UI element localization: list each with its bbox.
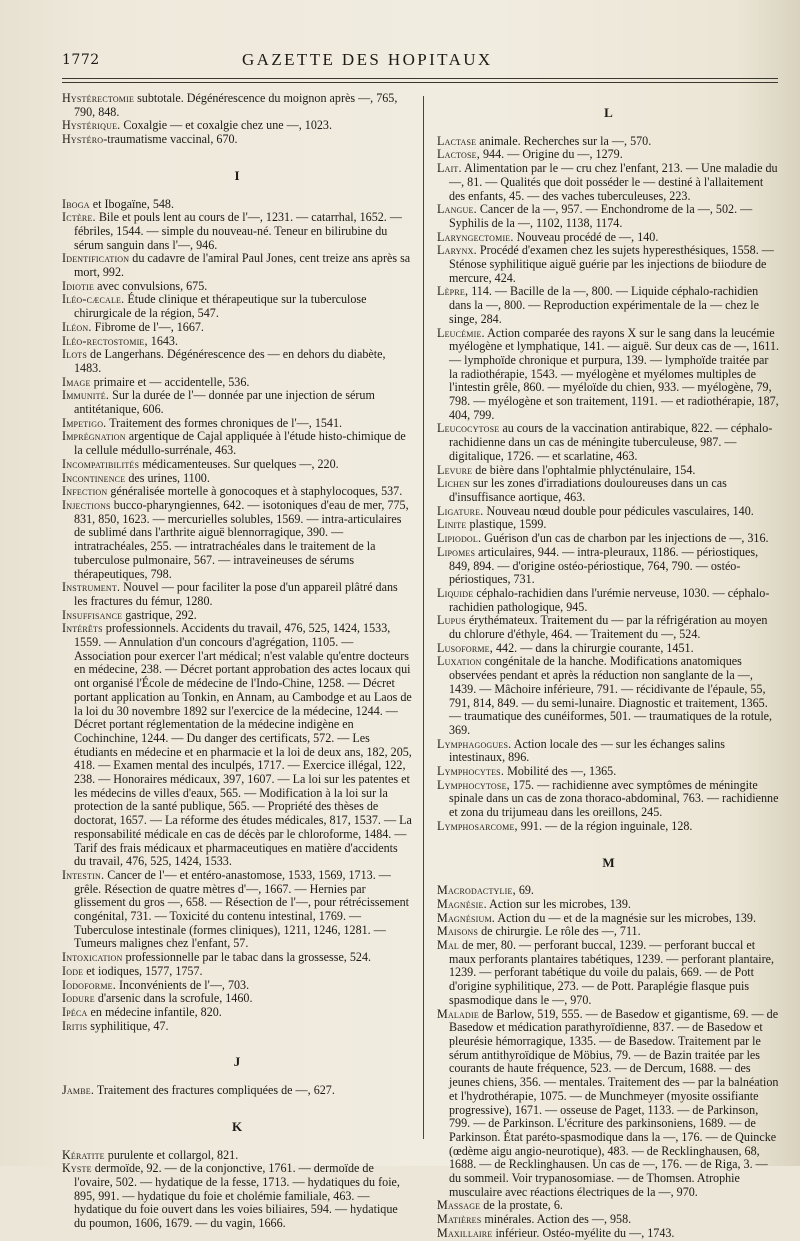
entry-text: Alimentation par le — cru chez l'enfant, 213. — Une maladie du —, 81. — Qualités que doit posséder le — destiné à l'allaitement des enfants, 45. — des vaches tuberculeuses, 223. (449, 161, 778, 203)
entry-headword: Levure (437, 462, 473, 477)
index-entry (437, 1008, 780, 1200)
index-entry (62, 965, 412, 979)
entry-headword: Hystéro (62, 132, 104, 147)
index-entry (62, 335, 412, 349)
index-entry (437, 655, 780, 737)
entry-text: plastique, 1599. (466, 517, 547, 532)
index-entry (437, 1199, 780, 1213)
index-entry (62, 417, 412, 431)
index-entry (437, 135, 780, 149)
entry-text: dermoïde, 92. — de la conjonctive, 1761. — dermoïde de l'ovaire, 502. — hydatique de la fesse, 1713. — hydatiques du foie, 895, 991. — hydatique du foie et cholémie familiale, 463. — hydatique du foie ouvert dans les voies biliaires, 594. — hydatique du poumon, 1606, 1679. — du vagin, 1666. (74, 1161, 400, 1231)
entry-text: animale. Recherches sur la —, 570. (476, 133, 652, 148)
entry-headword: Lactase (437, 133, 477, 148)
entry-headword: Iléo-cæcale. (62, 292, 125, 307)
entry-text: Nouvel — pour faciliter la pose d'un appareil plâtré dans les fractures du fémur, 1280. (74, 580, 398, 608)
entry-headword: Hystérectomie (62, 91, 135, 105)
entry-text: 442. — dans la chirurgie courante, 1451. (492, 640, 694, 655)
entry-headword: Kyste (62, 1161, 92, 1176)
entry-text: purulente et collargol, 821. (104, 1147, 239, 1162)
entry-text: minérales. Action des —, 958. (481, 1212, 632, 1227)
index-entry (62, 1084, 412, 1098)
entry-text: argentique de Cajal appliquée à l'étude histo-chimique de la cellule médullo-surrénale, 463. (74, 429, 406, 458)
entry-text: Étude clinique et thérapeutique sur la tuberculose chirurgicale de la région, 547. (74, 292, 367, 321)
entry-text: de chirurgie. Le rôle des —, 711. (478, 924, 641, 939)
index-entry (62, 133, 412, 147)
entry-text: professionnels. Accidents du travail, 476, 525, 1424, 1533, 1559. — Annulation d'un concours d'agrégation, 1105. — Association pour exercer l'art médical; n'est valable qu'entre docteurs en médecine, 238. — Décret portant approbation des actes locaux qui ont organisé l'École de médecine de l'Indo-Chine, 1258. — Décret portant application au Tonkin, en Annam, au Cambodge et au Laos de la loi du 30 novembre 1892 sur l'exercice de la médecine, 1244. — Décret portant réglementation de la médecine indigène en Cochinchine, 1244. — Du danger des certificats, 572. — Les étudiants en médecine et en pharmacie et la loi de deux ans, 182, 205, 418. — Examen mental des inculpés, 1717. — Exercice illégal, 122, 238. — Honoraires médicaux, 397, 1607. — La loi sur les patentes et les médecins de villes d'eaux, 565. — Modification à la loi sur la protection de la santé publique, 565. — Propriété des thèses de doctorat, 1657. — La réforme des études médicales, 817, 1537. — La responsabilité médicale en cas de décès par le chloroforme, 1484. — Tarif des frais médicaux et pharmaceutiques en matière d'accidents du travail, 476, 525, 1424, 1533. (74, 621, 412, 869)
index-entry (437, 884, 780, 898)
index-entry (437, 422, 780, 463)
entry-headword: Injections (62, 497, 111, 512)
index-entry (62, 211, 412, 252)
index-entry (437, 939, 780, 1008)
column-divider (423, 96, 424, 1139)
entry-text: des urines, 1100. (125, 470, 210, 485)
index-entry (437, 477, 780, 504)
entry-headword: Identification (62, 251, 130, 266)
entry-text: Guérison d'un cas de charbon par les injections de —, 316. (481, 531, 769, 546)
entry-text: et Ibogaïne, 548. (89, 196, 174, 211)
index-entry (437, 587, 780, 614)
entry-headword: Linite (437, 517, 467, 532)
entry-headword: Intérêts (62, 621, 103, 636)
entry-headword: Jambe. (62, 1083, 95, 1098)
index-entry (437, 285, 780, 326)
entry-text: gastrique, 292. (122, 607, 197, 622)
entry-text: et iodiques, 1577, 1757. (83, 963, 203, 978)
index-entry (62, 992, 412, 1006)
index-entry (437, 820, 780, 834)
entry-text: inférieur. Ostéo-myélite du —, 1743. (492, 1225, 675, 1240)
index-entry (437, 244, 780, 285)
entry-text: sur les zones d'irradiations douloureuses dans un cas d'insuffisance aortique, 463. (449, 476, 727, 504)
entry-text: Action sur les microbes, 139. (486, 896, 631, 911)
index-entry (62, 1162, 412, 1231)
entry-headword: Larynx. (437, 243, 477, 258)
entry-headword: Leucémie. (437, 325, 485, 340)
entry-headword: Magnésium. (437, 910, 495, 925)
section-letter: M (602, 854, 615, 870)
entry-headword: Iboga (62, 196, 90, 211)
index-entry (437, 1227, 780, 1241)
entry-headword: Lymphocytes. (437, 764, 505, 779)
entry-text: de Barlow, 519, 555. — de Basedow et gigantisme, 69. — de Basedow et médication parathyroïdienne, 837. — de Basedow et pleurésie hémorragique, 1335. — de Basedow. Traitement par le sérum antithyroïdique de Möbius, 79. — de Bazin traitée par les courants de haute fréquence, 523. — de Dercum, 1688. — des jeunes chiens, 356. — mentales. Traitement des — par la balnéation et l'hydrothérapie, 1075. — de Munchmeyer (myosite ossifiante progressive), 1671. — osseuse de Paget, 1133. — de Parkinson, 799. — de Parkinson. L'écriture des parkinsoniens, 1689. — de Parkinson. État paréto-spasmodique dans la —, 176. — de Quincke (œdème aigu angio-neurotique), 483. — de Recklinghausen, 68, 1688. — de Recklinghausen. Un cas de —, 176. — de Riga, 3. — du sommeil. Voir trypanosomiase. — de Thomsen. Atrophie musculaire avec réactions électriques de la —, 970. (449, 1006, 779, 1199)
index-entry (62, 609, 412, 623)
entry-text: au cours de la vaccination antirabique, 822. — céphalo-rachidienne dans un cas de méningite tuberculeuse, 987. — digitalique, 1726. — et scarlatine, 463. (449, 421, 773, 463)
entry-text: -traumatisme vaccinal, 670. (103, 132, 238, 147)
index-entry (62, 376, 412, 390)
index-entry (62, 430, 412, 457)
entry-headword: Magnésie. (437, 896, 487, 911)
running-header (62, 50, 770, 74)
right-column (437, 92, 780, 1241)
index-entry (437, 518, 780, 532)
index-entry (62, 869, 412, 951)
entry-text: avec convulsions, 675. (94, 278, 208, 293)
entry-headword: Lusoforme, (437, 640, 493, 655)
entry-headword: Iritis (62, 1018, 88, 1033)
index-entry (62, 119, 412, 133)
index-entry (62, 458, 412, 472)
entry-headword: Incontinence (62, 470, 126, 485)
entry-headword: Intoxication (62, 950, 123, 965)
entry-headword: Iléon. (62, 319, 92, 334)
index-entry (437, 925, 780, 939)
entry-text: subtotale. Dégénérescence du moignon après —, 765, 790, 848. (74, 91, 398, 119)
index-entry (437, 162, 780, 203)
entry-headword: Iode (62, 963, 84, 978)
entry-text: syphilitique, 47. (87, 1018, 169, 1033)
entry-text: 1643. (147, 333, 178, 348)
entry-headword: Liquide (437, 585, 474, 600)
entry-text: d'arsenic dans la scrofule, 1460. (94, 991, 253, 1006)
left-column (62, 92, 412, 1231)
index-entry (62, 293, 412, 320)
entry-headword: Iodoforme. (62, 977, 116, 992)
index-entry (437, 912, 780, 926)
section-letter: K (231, 1118, 243, 1134)
entry-text: du cadavre de l'amiral Paul Jones, cent treize ans après sa mort, 992. (74, 251, 411, 280)
entry-text: primaire et — accidentelle, 536. (90, 374, 250, 389)
index-entry (62, 389, 412, 416)
index-entry (62, 1006, 412, 1020)
index-entry (437, 327, 780, 423)
entry-text: Traitement des fractures compliquées de —, 627. (94, 1083, 335, 1098)
entry-text: en médecine infantile, 820. (87, 1005, 222, 1019)
entry-headword: Insuffisance (62, 607, 123, 622)
entry-headword: Laryngectomie. (437, 229, 514, 244)
entry-headword: Massage (437, 1198, 481, 1213)
entry-text: Bile et pouls lent au cours de l'—, 1231. — catarrhal, 1652. — fébriles, 1544. — simple du nouveau-né. Teneur en bilirubine du sérum sanguin dans l'—, 946. (74, 210, 402, 252)
entry-text: de mer, 80. — perforant buccal, 1239. — perforant buccal et maux perforants plantaires tabétiques, 1239. — perforant plantaire, 1239. — perforant tabétique du voile du palais, 669. — de Pott d'origine syphilitique, 273. — de Pott. Paraplégie flasque puis spasmodique dans le —, 970. (449, 938, 775, 1007)
entry-text: Nouveau procédé de —, 140. (513, 229, 659, 244)
entry-text: Procédé d'examen chez les sujets hyperesthésiques, 1558. — Sténose syphilitique aiguë guérie par les injections de biiodure de mercure, 424. (449, 243, 774, 285)
entry-headword: Lichen (437, 476, 471, 491)
section-letter: L (604, 105, 613, 120)
entry-text: professionnelle par le tabac dans la grossesse, 524. (122, 950, 372, 965)
entry-headword: Maisons (437, 924, 479, 939)
entry-headword: Lupus (437, 613, 466, 628)
index-entry (62, 92, 412, 119)
index-entry (437, 779, 780, 820)
entry-text: Action locale des — sur les échanges salins intestinaux, 896. (449, 736, 725, 765)
index-entry (62, 472, 412, 486)
index-entry (62, 979, 412, 993)
index-entry (437, 505, 780, 519)
index-entry (437, 765, 780, 779)
entry-headword: Lymphocytose, (437, 777, 510, 792)
entry-headword: Lait. (437, 161, 462, 176)
index-entry (62, 1020, 412, 1034)
entry-headword: Lymphagogues. (437, 736, 512, 751)
entry-text: Action comparée des rayons X sur le sang dans la leucémie myélogène et lymphatique, 141. — aiguë. Sur deux cas de —, 1611. — lymphoïde chronique et purpura, 139. — lymphoïde traitée par la radiothérapie, 1543. — myélogène et myélomes multiples de l'intestin grêle, 860. — myéloïde du chien, 933. — myélogène, 79, 798. — myélogène et son traitement, 1191. — et radiothérapie, 187, 404, 799. (449, 325, 780, 422)
entry-headword: Instrument. (62, 580, 121, 595)
entry-headword: Macrodactylie, (437, 883, 516, 898)
entry-headword: Incompatibilités (62, 456, 140, 471)
index-entry (437, 1213, 780, 1227)
index-entry (62, 198, 412, 212)
index-entry (437, 532, 780, 546)
entry-text: de la prostate, 6. (480, 1198, 563, 1213)
entry-headword: Intestin. (62, 867, 105, 882)
entry-headword: Lactose, (437, 147, 480, 162)
entry-headword: Langue. (437, 202, 477, 217)
entry-text: Action du — et de la magnésie sur les microbes, 139. (495, 910, 756, 925)
entry-text: 114. — Bacille de la —, 800. — Liquide céphalo-rachidien dans la —, 800. — Reproduction expérimentale de la — chez le singe, 284. (449, 284, 759, 326)
index-entry (62, 280, 412, 294)
entry-text: articulaires, 944. — intra-pleuraux, 1186. — périostiques, 849, 894. — d'origine ostéo-périostique, 764, 790. — ostéo-périostiques, 731. (449, 544, 759, 587)
entry-headword: Matières (437, 1212, 482, 1227)
entry-text: 69. (515, 883, 534, 898)
entry-headword: Maxillaire (437, 1225, 493, 1240)
entry-text: érythémateux. Traitement du — par la réfrigération au moyen du chlorure d'éthyle, 464. — Traitement du —, 524. (449, 613, 768, 642)
entry-text: 944. — Origine du —, 1279. (479, 147, 623, 162)
entry-text: médicamenteuses. Sur quelques —, 220. (139, 456, 339, 471)
index-entry (62, 252, 412, 279)
index-entry (437, 231, 780, 245)
entry-headword: Lipomes (437, 544, 476, 559)
page-number: 1772 (62, 52, 100, 68)
entry-text: 991. — de la région inguinale, 128. (517, 818, 693, 833)
entry-headword: Ilots (62, 347, 88, 362)
entry-text: Nouveau nœud double pour pédicules vasculaires, 140. (483, 503, 754, 518)
index-entry (62, 622, 412, 869)
entry-headword: Leucocytose (437, 421, 500, 436)
index-entry (437, 614, 780, 641)
index-entry (437, 464, 780, 478)
entry-text: Sur la durée de l'— donnée par une injection de sérum antitétanique, 606. (74, 388, 375, 417)
entry-text: de bière dans l'ophtalmie phlycténulaire, 154. (472, 462, 696, 477)
entry-headword: Luxation (437, 654, 482, 669)
entry-text: Cancer de l'— et entéro-anastomose, 1533, 1569, 1713. — grêle. Résection de quatre mètres d'—, 1667. — Hernies par glissement du gros —, 658. — Résection de l'—, pour rétrécissement congénital, 731. — Toxicité du contenu intestinal, 1769. — Tuberculose intestinale (formes cliniques), 1211, 1246, 1281. — Tumeurs malignes chez l'enfant, 57. (74, 867, 410, 951)
index-entry (62, 348, 412, 375)
entry-text: Mobilité des —, 1365. (504, 764, 617, 779)
entry-headword: Ictère. (62, 210, 96, 225)
entry-text: Traitement des formes chroniques de l'—, 1541. (106, 415, 343, 430)
entry-text: bucco-pharyngiennes, 642. — isotoniques d'eau de mer, 775, 831, 850, 1623. — mercurielles solubles, 1569. — intra-articulaires de sublimé dans l'arthrite aiguë blennorragique, 390. — intratrachéales, 255. — intratrachéales dans le traitement de la tuberculose pulmonaire, 567. — intraveineuses de sérums thérapeutiques, 798. (74, 497, 409, 581)
entry-text: généralisée mortelle à gonocoques et à staphylocoques, 537. (107, 484, 403, 499)
index-entry (62, 1149, 412, 1163)
entry-text: Cancer de la —, 957. — Enchondrome de la —, 502. — Syphilis de la —, 1102, 1138, 1174. (449, 202, 753, 230)
entry-headword: Mal (437, 938, 460, 953)
entry-headword: Idiotie (62, 278, 95, 293)
entry-text: céphalo-rachidien dans l'urémie nerveuse, 1030. — céphalo-rachidien pathologique, 945. (449, 585, 770, 614)
header-rule-thin (62, 82, 778, 83)
entry-text: congénitale de la hanche. Modifications anatomiques observées pendant et après la réduction non sanglante de la —, 1439. — Mâchoire inférieure, 791. — récidivante de l'épaule, 55, 791, 814, 849. — du semi-lunaire. Diagnostic et traitement, 1365. — traumatique des cunéiformes, 501. — traumatiques de la rotule, 369. (449, 654, 773, 737)
index-entry (437, 203, 780, 230)
entry-headword: Kératite (62, 1147, 105, 1162)
entry-headword: Lipiodol. (437, 531, 482, 546)
index-entry (62, 499, 412, 581)
entry-headword: Ligature. (437, 503, 484, 518)
entry-headword: Ipéca (62, 1005, 88, 1019)
entry-headword: Impetigo. (62, 415, 107, 430)
index-entry (437, 148, 780, 162)
index-entry (62, 485, 412, 499)
entry-headword: Iodure (62, 991, 95, 1006)
header-rule-thick (62, 78, 778, 79)
entry-headword: Iléo-rectostomie, (62, 333, 148, 348)
entry-text: Coxalgie — et coxalgie chez une —, 1023. (120, 118, 332, 133)
entry-headword: Maladie (437, 1006, 479, 1021)
index-entry (437, 642, 780, 656)
index-entry (62, 951, 412, 965)
entry-headword: Lymphosarcome, (437, 818, 518, 833)
entry-headword: Infection (62, 484, 108, 499)
entry-headword: Imprégnation (62, 429, 126, 444)
section-letter: I (234, 167, 240, 183)
index-entry (62, 581, 412, 608)
index-entry (62, 321, 412, 335)
entry-text: 175. — rachidienne avec symptômes de méningite spinale dans un cas de zona thoraco-abdominal, 763. — rachidienne et zona du trijumeau dans les oreillons, 245. (449, 777, 779, 820)
entry-text: Fibrome de l'—, 1667. (91, 319, 204, 334)
section-letter: J (233, 1054, 241, 1070)
index-entry (437, 738, 780, 765)
entry-headword: Hystérique. (62, 118, 121, 133)
entry-text: Inconvénients de l'—, 703. (115, 977, 250, 992)
journal-title: GAZETTE DES HOPITAUX (242, 50, 493, 69)
entry-text: de Langerhans. Dégénérescence des — en dehors du diabète, 1483. (74, 347, 386, 375)
entry-headword: Image (62, 374, 91, 389)
entry-headword: Lèpre, (437, 284, 469, 299)
entry-headword: Immunité. (62, 388, 110, 403)
index-entry (437, 898, 780, 912)
index-entry (437, 546, 780, 587)
